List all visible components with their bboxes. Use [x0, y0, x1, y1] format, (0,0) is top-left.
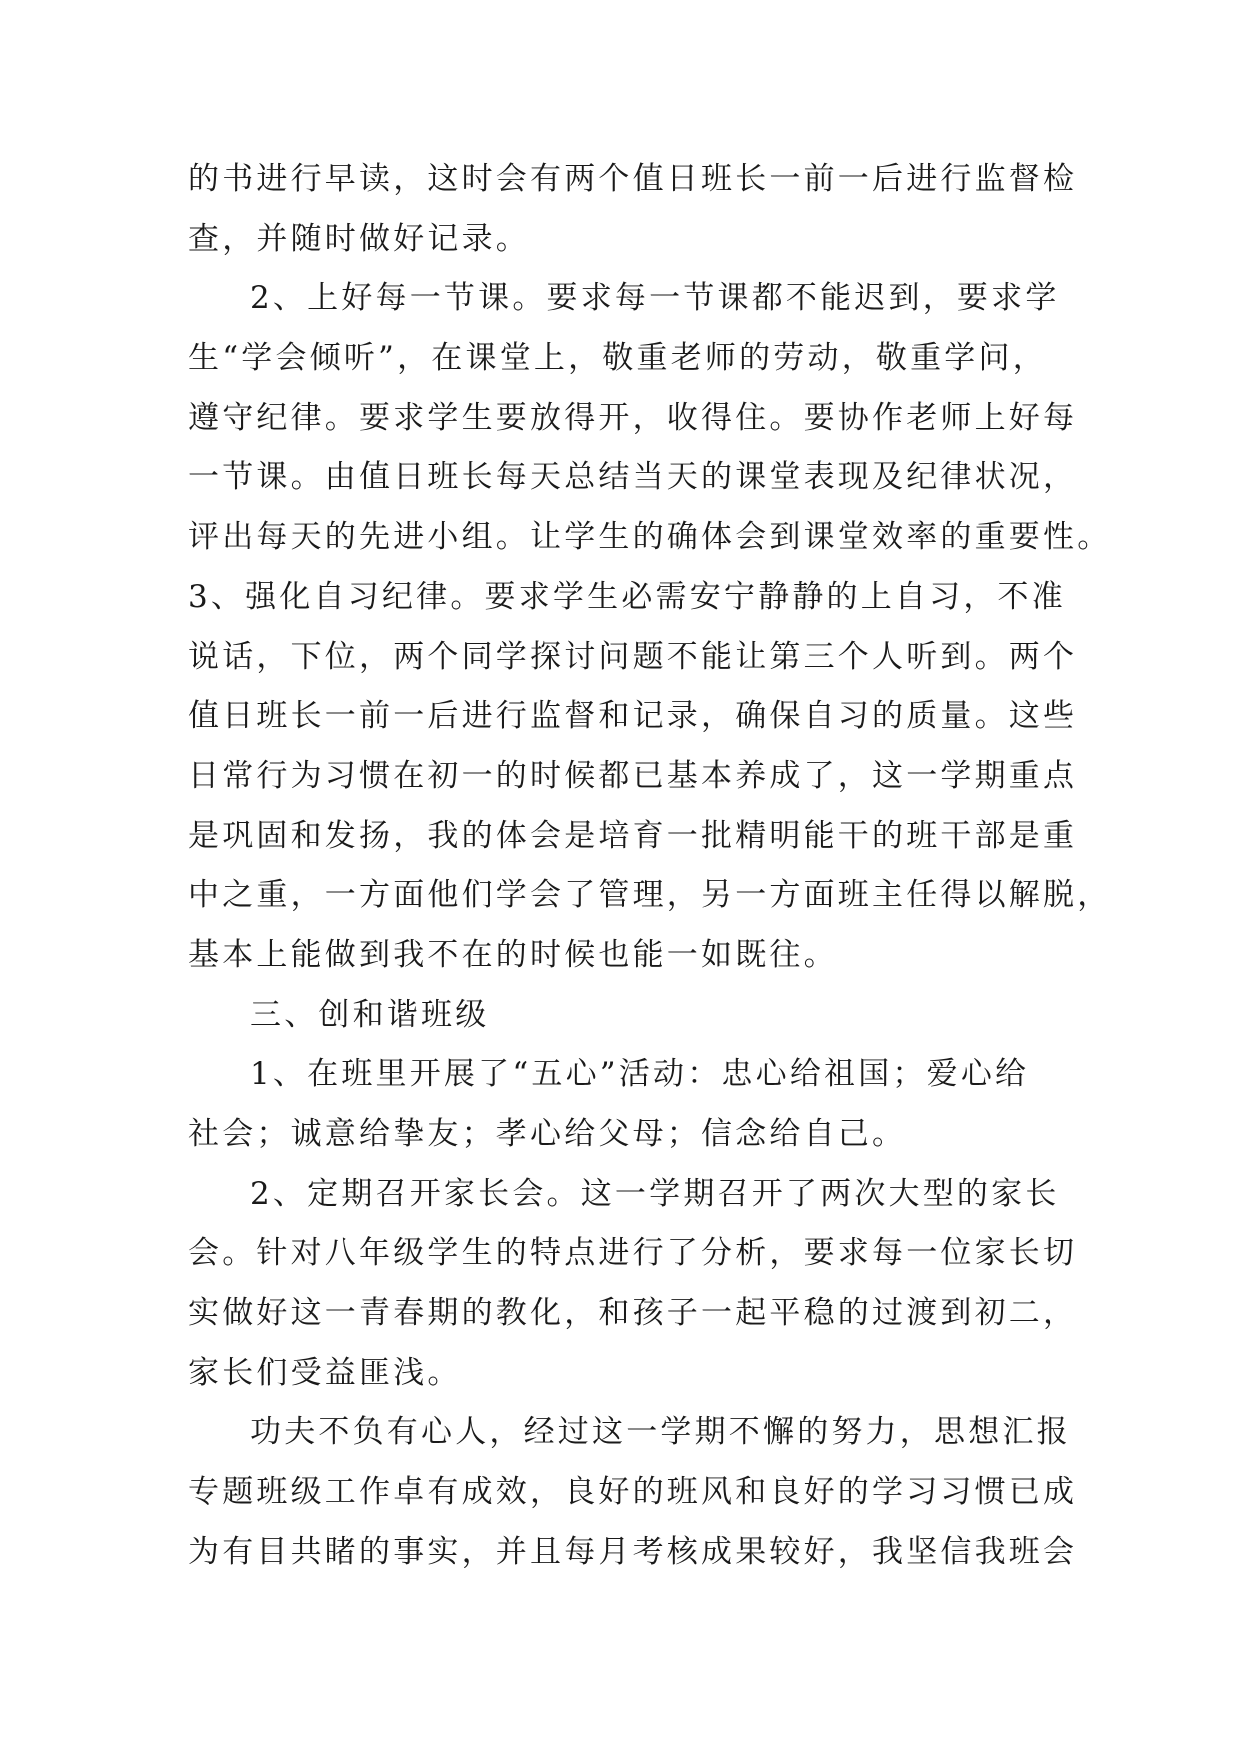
- text-line: 遵守纪律。要求学生要放得开，收得住。要协作老师上好每: [188, 399, 1078, 436]
- text-line: 3、强化自习纪律。要求学生必需安宁静静的上自习，不准: [188, 578, 1066, 615]
- text-line: 会。针对八年级学生的特点进行了分析，要求每一位家长切: [188, 1235, 1078, 1272]
- text-line: 说话，下位，两个同学探讨问题不能让第三个人听到。两个: [188, 638, 1078, 675]
- text-line: 基本上能做到我不在的时候也能一如既往。: [188, 936, 838, 973]
- text-line: 为有目共睹的事实，并且每月考核成果较好，我坚信我班会: [188, 1533, 1078, 1570]
- text-line: 功夫不负有心人，经过这一学期不懈的努力，思想汇报: [250, 1414, 1071, 1451]
- text-line: 评出每天的先进小组。让学生的确体会到课堂效率的重要性。: [188, 519, 1112, 556]
- text-line: 日常行为习惯在初一的时候都已基本养成了，这一学期重点: [188, 757, 1078, 794]
- text-line: 社会；诚意给挚友；孝心给父母；信念给自己。: [188, 1116, 907, 1152]
- text-line: 中之重，一方面他们学会了管理，另一方面班主任得以解脱，: [188, 877, 1112, 914]
- text-line: 实做好这一青春期的教化，和孩子一起平稳的过渡到初二，: [188, 1295, 1078, 1332]
- text-line: 2、定期召开家长会。这一学期召开了两次大型的家长: [250, 1175, 1060, 1212]
- text-line: 生“学会倾听”，在课堂上，敬重老师的劳动，敬重学问，: [188, 340, 1047, 377]
- text-line: 一节课。由值日班长每天总结当天的课堂表现及纪律状况，: [188, 459, 1078, 496]
- text-line: 查，并随时做好记录。: [188, 220, 530, 257]
- text-line: 值日班长一前一后进行监督和记录，确保自习的质量。这些: [188, 698, 1078, 735]
- section-heading: 三、创和谐班级: [250, 996, 490, 1033]
- text-line: 2、上好每一节课。要求每一节课都不能迟到，要求学: [250, 280, 1060, 317]
- text-line: 的书进行早读，这时会有两个值日班长一前一后进行监督检: [188, 161, 1078, 197]
- text-line: 1、在班里开展了“五心”活动：忠心给祖国；爱心给: [250, 1056, 1030, 1093]
- text-line: 是巩固和发扬，我的体会是培育一批精明能干的班干部是重: [188, 817, 1078, 854]
- text-line: 专题班级工作卓有成效，良好的班风和良好的学习习惯已成: [188, 1474, 1078, 1511]
- text-line: 家长们受益匪浅。: [188, 1354, 462, 1391]
- document-body: [188, 150, 1112, 1583]
